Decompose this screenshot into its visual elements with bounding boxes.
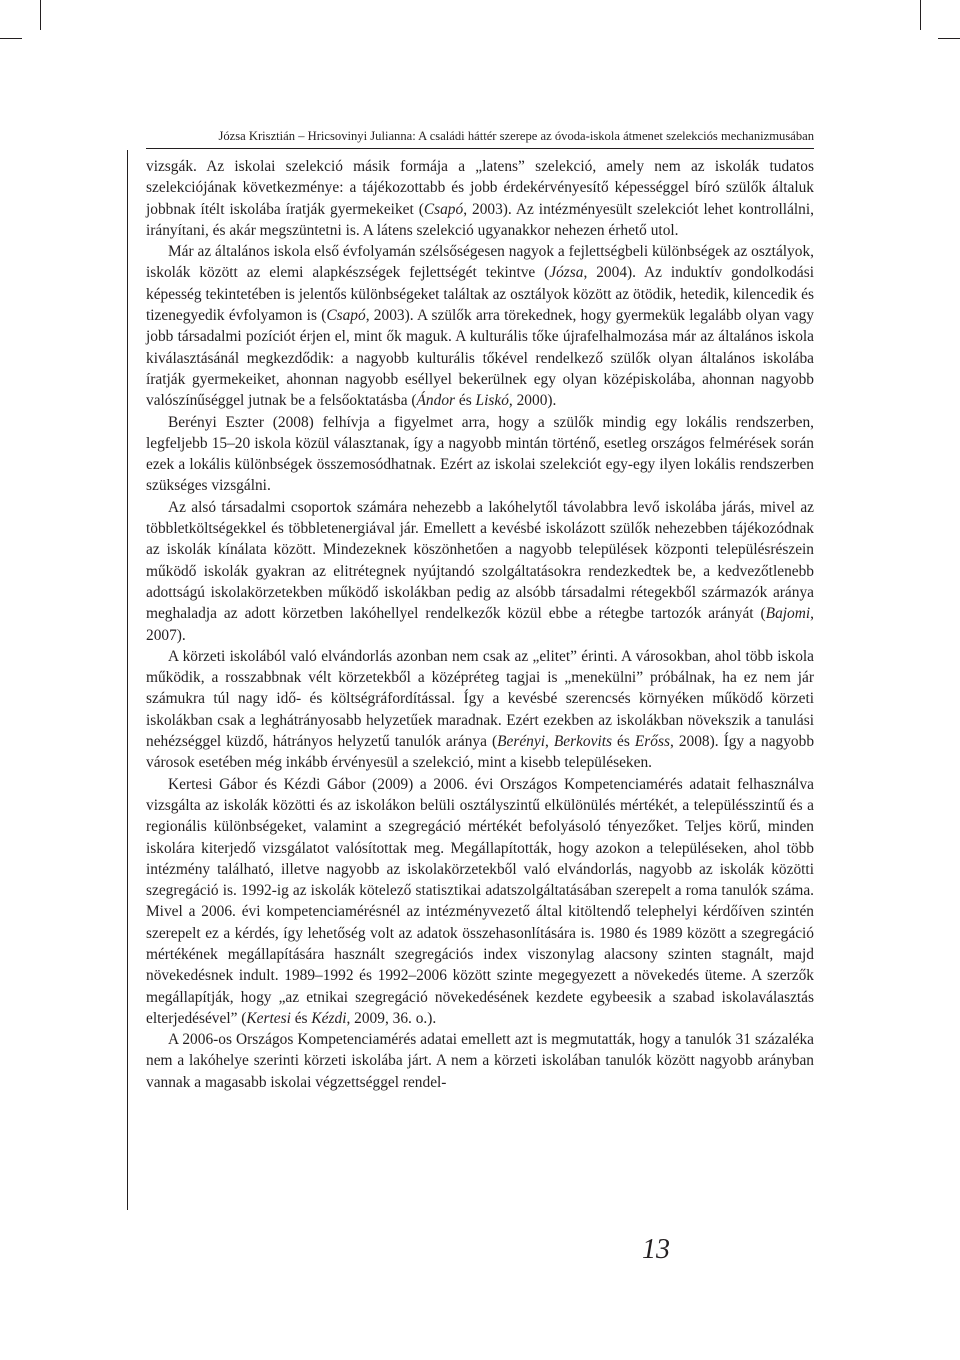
text-run: Berényi Eszter (2008) felhívja a figyelmet arra, hogy a szülők mindig egy lokális rendszerben, legfeljebb 15–20 iskola közül választanak, így a nagyobb mintán történő, esetleg országos felmérések során ezek a lokális különbségek összemosódhatnak. Ezért az iskolai szelekciót egy-egy ilyen lokális rendszerben szükséges vizsgálni. [146, 413, 814, 495]
text-run: , 2009, 36. o.). [346, 1009, 437, 1027]
citation-author: Józsa [549, 264, 584, 282]
paragraph [146, 774, 814, 1030]
text-run: és [290, 1009, 312, 1027]
text-run: vizsgák. Az iskolai szelekció másik formája a „latens” szelekció, amely nem az iskolák tudatos szelekciójának következménye: a tájékozottabb és jobb érdekérvényesítő képességgel bíró szülők általuk jobbnak ítélt iskolába íratják gyermekeiket ( [146, 158, 814, 218]
text-run: , 2008). Így a nagyobb városok esetében még inkább érvényesül a szelekció, mint a kisebb településeken. [146, 733, 815, 772]
text-run: , 2004). Az induktív gondolkodási képesség tekintetében is jelentős különbségeket találtak az osztályok között az ötödik, hetedik, kilencedik és tizenegyedik évfolyamon is ( [146, 264, 814, 325]
paragraph [146, 646, 814, 774]
header-rule [146, 148, 814, 149]
citation-author: Csapó [423, 200, 464, 218]
crop-mark-right-top [938, 38, 960, 39]
text-run: , [544, 733, 554, 751]
crop-mark-top-left [40, 0, 41, 30]
text-run: , 2003). Az intézményesült szelekciót lehet kontrollálni, irányítani, és akár megszüntetni is. A látens szelekció ugyanakkor nehezen érhető utol. [146, 200, 814, 239]
text-run: Már az általános iskola első évfolyamán szélsőségesen nagyok a fejlettségbeli különbségek az osztályok, iskolák között az elemi alapkészségek fejlettségét tekintve ( [146, 243, 814, 282]
citation-author: Liskó [475, 392, 509, 410]
text-run: és [611, 733, 635, 751]
paragraph [146, 412, 814, 497]
citation-author: Kézdi [311, 1009, 347, 1027]
page-number: 13 [642, 1234, 670, 1265]
paragraph [146, 1029, 814, 1093]
running-header: Józsa Krisztián – Hricsovinyi Julianna: A családi háttér szerepe az óvoda-iskola átmenet szelekciós mechanizmusában [218, 129, 814, 143]
body-text [146, 156, 814, 1093]
text-run: , 2000). [508, 392, 557, 410]
paragraph [146, 497, 814, 646]
text-run: és [455, 392, 476, 410]
citation-author: Ándor [416, 392, 456, 410]
crop-mark-top-right [920, 0, 921, 30]
citation-author: Kertesi [246, 1009, 291, 1027]
crop-mark-left-top [0, 38, 22, 39]
citation-author: Csapó [326, 307, 366, 325]
text-run: Az alsó társadalmi csoportok számára nehezebb a lakóhelytől távolabbra levő iskolába járás, mivel az többletköltségekkel és többletenergiával jár. Emellett a kevésbé iskolázott szülők nehezebben tájékozódnak az iskolák kínálata között. Mindezeknek köszönhetően a nagyobb települések központi településrészein működő iskolák gyakran az elitrétegnek nyújtandó szolgáltatásokra rendezkedtek be, a kedvezőtlenebb adottságú iskolakörzetekben működő iskolákban pedig az alsóbb társadalmi rétegekből származók aránya meghaladja az adott körzetben lakóhellyel rendelkezők közül ebbe a rétegbe tartozók arányát ( [146, 498, 814, 623]
citation-author: Erőss [634, 733, 670, 751]
citation-author: Berkovits [553, 733, 612, 751]
paragraph [146, 156, 814, 241]
paragraph [146, 241, 814, 411]
text-run: , 2007). [146, 605, 814, 644]
citation-author: Bajomi [765, 605, 811, 623]
text-run: , 2003). A szülők arra törekednek, hogy gyermekük legalább olyan vagy jobb társadalmi pozíciót érjen el, mint ők maguk. A kulturális tőke újrafelhalmozása már az általános iskola kiválasztásánál megkezdődik: a nagyobb kulturális tőkével rendelkező szülők olyan általános iskolába íratják gyermekeiket, ahonnan nagyobb eséllyel bekerülnek egy olyan középiskolába, ahonnan nagyobb valószínűséggel jutnak be a felsőoktatásba ( [146, 307, 814, 410]
text-run: Kertesi Gábor és Kézdi Gábor (2009) a 2006. évi Országos Kompetenciamérés adatait felhasználva vizsgálta az iskolák közötti és az iskolákon belüli osztályszintű elkülönülés mértékét, a településszintű és a regionális különbségeket, valamint a szegregáció mértékét befolyásoló tényezőket. Teljes körű, minden iskolára kiterjedő vizsgálatot valósítottak meg. Megállapították, hogy azokon a településeken, ahol több intézmény található, illetve nagyobb az iskolakörzetekből való elvándorlás, nagyobb az iskolák közötti szegregáció is. 1992-ig az iskolák kötelező statisztikai adatszolgáltatásában szerepelt a roma tanulók száma. Mivel a 2006. évi kompetenciamérésnél az intézményvezető által kitöltendő telephelyi kérdőíven szintén szerepelt ez a kérdés, így lehetőség volt az adatok összehasonlítására is. 1980 és 1989 között a szegregáció mértékének megállapítására használt szegregációs index viszonylag alacsony szinten stagnált, majd növekedésnek indult. 1989–1992 és 1992–2006 között szinte megegyezett a növekedés üteme. A szerzők megállapítják, hogy „az etnikai szegregáció növekedésének kezdete egybeesik a szabad iskolaválasztás elterjedésével” ( [146, 775, 814, 1027]
text-run: A körzeti iskolából való elvándorlás azonban nem csak az „elitet” érinti. A városokban, ahol több iskola működik, a rosszabbnak vélt körzetekből a középréteg tagjai is „menekülni” próbálnak, ha ez nem jár számukra túl nagy idő- és költségráfordítással. Így a kevésbé szerencsés környéken működő körzeti iskolákban csak a leghátrányosabb helyzetűek maradnak. Ezért ezekben az iskolákban növekszik a tanulási nehézséggel küzdő, hátrányos helyzetű tanulók aránya ( [146, 647, 814, 751]
citation-author: Berényi [497, 733, 545, 751]
text-run: A 2006-os Országos Kompetenciamérés adatai emellett azt is megmutatták, hogy a tanulók 31 százaléka nem a lakóhelye szerinti körzeti iskolába járt. A nem a körzeti iskolában tanulók között nagyobb arányban vannak a magasabb iskolai végzettséggel rendel- [146, 1031, 814, 1091]
margin-rule [127, 150, 128, 1210]
